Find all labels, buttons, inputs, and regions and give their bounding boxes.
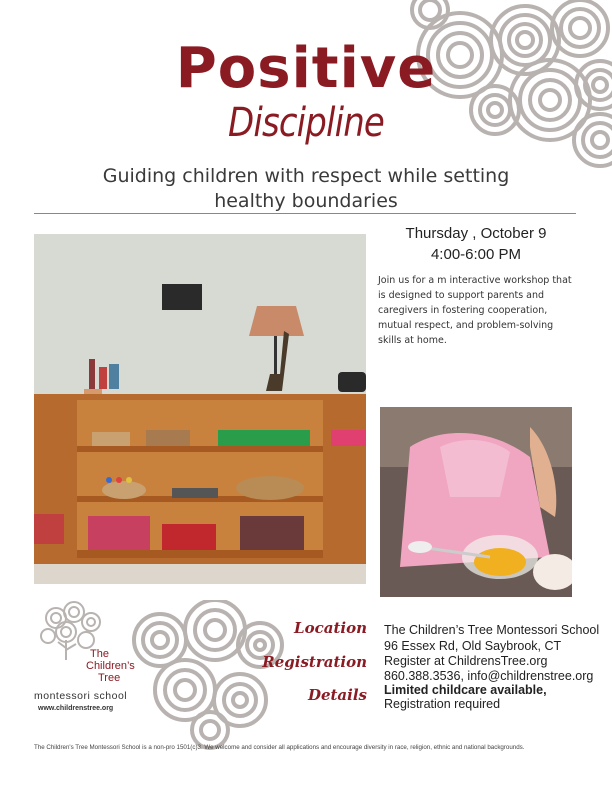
child-whisking-photo	[380, 407, 572, 597]
info-school-name: The Children’s Tree Montessori School	[384, 623, 600, 637]
logo-tree: Tree	[98, 672, 121, 684]
label-location: Location	[294, 619, 367, 637]
event-date: Thursday , October 9	[405, 225, 547, 242]
label-registration: Registration	[262, 653, 367, 671]
info-register[interactable]: Register at ChildrensTree.org	[384, 654, 548, 668]
divider	[34, 213, 576, 214]
logo-url[interactable]: www.childrenstree.org	[38, 705, 114, 712]
classroom-shelf-photo	[34, 234, 366, 584]
event-time: 4:00-6:00 PM	[430, 246, 522, 263]
footer-disclaimer: The Children's Tree Montessori School is a non-pro 1501(c)3. We welcome and consider all applications and encourage diversity in race, religion, ethnic and national backgrounds.	[34, 744, 525, 751]
label-details: Details	[307, 686, 367, 704]
logo-childrens: Children’s	[86, 660, 135, 672]
title-discipline: Discipline	[228, 100, 384, 146]
event-description: Join us for a m interactive workshop that is designed to support parents and caregivers in fostering cooperation, mutual respect, and problem-solving skills at home.	[378, 275, 572, 346]
title-positive: Positive	[175, 36, 437, 101]
subtitle	[60, 164, 552, 214]
info-registration-required: Registration required	[384, 697, 501, 711]
subtitle-line-1: Guiding children with respect while setting	[102, 165, 510, 187]
info-childcare: Limited childcare available,	[384, 683, 547, 697]
logo-the: The	[90, 648, 109, 660]
logo-montessori-school: montessori school	[34, 690, 128, 702]
subtitle-line-2: healthy boundaries	[214, 190, 398, 212]
info-contact[interactable]: 860.388.3536, info@childrenstree.org	[384, 669, 594, 683]
info-address: 96 Essex Rd, Old Saybrook, CT	[384, 639, 562, 653]
